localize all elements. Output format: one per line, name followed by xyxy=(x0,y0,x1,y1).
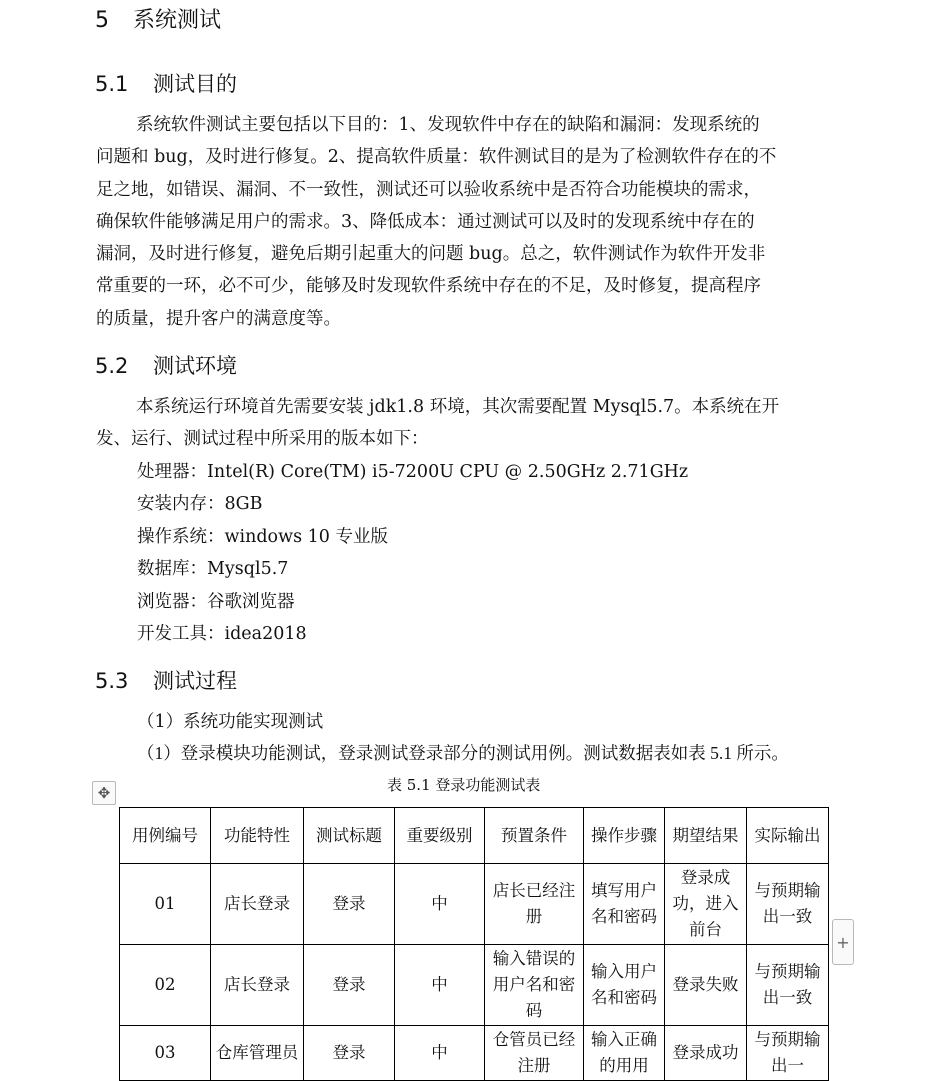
chapter-number: 5 xyxy=(95,8,109,33)
table-caption: 表 5.1 登录功能测试表 xyxy=(387,776,541,794)
table-cell: 登录成功，进入前台 xyxy=(665,864,747,945)
header-cell: 重要级别 xyxy=(395,808,485,864)
env-os: 操作系统：windows 10 专业版 xyxy=(137,527,388,547)
header-cell: 期望结果 xyxy=(665,808,747,864)
table-cell: 与预期输出一致 xyxy=(747,864,829,945)
header-cell: 用例编号 xyxy=(120,808,211,864)
header-cell: 操作步骤 xyxy=(584,808,665,864)
section-number: 5.2 xyxy=(95,354,129,378)
paragraph-line: 系统软件测试主要包括以下目的：1、发现软件中存在的缺陷和漏洞：发现系统的 xyxy=(136,115,760,135)
env-ide: 开发工具：idea2018 xyxy=(137,624,307,644)
section-number: 5.1 xyxy=(95,72,129,96)
table-cell: 仓管员已经注册 xyxy=(485,1026,584,1081)
table-cell: 登录 xyxy=(304,864,395,945)
chapter-heading xyxy=(95,3,221,34)
env-database: 数据库：Mysql5.7 xyxy=(137,559,289,579)
table-cell: 仓库管理员 xyxy=(211,1026,304,1081)
table-cell: 01 xyxy=(120,864,211,945)
paragraph-line: 漏洞，及时进行修复，避免后期引起重大的问题 bug。总之，软件测试作为软件开发非 xyxy=(96,244,766,265)
add-row-plus-icon[interactable]: + xyxy=(832,919,854,965)
table-cell: 中 xyxy=(395,1026,485,1081)
section-heading-5-1 xyxy=(95,68,237,98)
table-cell: 02 xyxy=(120,945,211,1026)
env-cpu: 处理器：Intel(R) Core(TM) i5-7200U CPU @ 2.50GHz 2.71GHz xyxy=(137,462,689,482)
table-cell: 中 xyxy=(395,945,485,1026)
table-cell: 店长已经注册 xyxy=(485,864,584,945)
section-heading-5-2 xyxy=(95,350,237,380)
header-cell: 功能特性 xyxy=(211,808,304,864)
table-cell: 填写用户名和密码 xyxy=(584,864,665,945)
table-header-row xyxy=(120,808,829,864)
table-cell: 与预期输出一致 xyxy=(747,945,829,1026)
section-heading-5-3 xyxy=(95,665,237,695)
table-cell: 03 xyxy=(120,1026,211,1081)
table-cell: 输入用户名和密码 xyxy=(584,945,665,1026)
table-row xyxy=(120,1026,829,1081)
paragraph-line: 问题和 bug，及时进行修复。2、提高软件质量：软件测试目的是为了检测软件存在的不 xyxy=(96,147,777,168)
env-browser: 浏览器：谷歌浏览器 xyxy=(137,592,295,612)
paragraph-line: 本系统运行环境首先需要安装 jdk1.8 环境，其次需要配置 Mysql5.7。本系统在开 xyxy=(136,397,780,417)
paragraph-line: 发、运行、测试过程中所采用的版本如下： xyxy=(96,429,429,450)
table-row xyxy=(120,945,829,1026)
section-title: 测试环境 xyxy=(153,354,237,378)
table-cell: 登录 xyxy=(304,1026,395,1081)
section-number: 5.3 xyxy=(95,669,129,693)
table-cell: 登录失败 xyxy=(665,945,747,1026)
chapter-title: 系统测试 xyxy=(133,8,222,33)
paragraph-test-environment xyxy=(96,391,856,456)
table-cell: 登录成功 xyxy=(665,1026,747,1081)
section-title: 测试过程 xyxy=(153,669,237,693)
login-test-table xyxy=(119,807,829,1081)
subsection-line: （1）系统功能实现测试 xyxy=(137,712,324,732)
section-title: 测试目的 xyxy=(153,72,237,96)
table-move-handle-icon[interactable]: ✥ xyxy=(92,781,116,805)
header-cell: 实际输出 xyxy=(747,808,829,864)
header-cell: 预置条件 xyxy=(485,808,584,864)
table-cell: 店长登录 xyxy=(211,864,304,945)
paragraph-line: 确保软件能够满足用户的需求。3、降低成本：通过测试可以及时的发现系统中存在的 xyxy=(96,211,755,232)
subsection-line: （1）登录模块功能测试，登录测试登录部分的测试用例。测试数据表如表 5.1 所示。 xyxy=(137,743,789,763)
table-row xyxy=(120,864,829,945)
table-cell: 输入正确的用用 xyxy=(584,1026,665,1081)
header-cell: 测试标题 xyxy=(304,808,395,864)
paragraph-line: 的质量，提升客户的满意度等。 xyxy=(96,308,341,329)
table-cell: 登录 xyxy=(304,945,395,1026)
env-memory: 安装内存：8GB xyxy=(137,494,263,514)
paragraph-line: 常重要的一环，必不可少，能够及时发现软件系统中存在的不足，及时修复，提高程序 xyxy=(96,276,761,297)
paragraph-test-purpose xyxy=(96,109,856,335)
paragraph-line: 足之地，如错误、漏洞、不一致性，测试还可以验收系统中是否符合功能模块的需求， xyxy=(96,179,761,200)
table-cell: 中 xyxy=(395,864,485,945)
table-cell: 输入错误的用户名和密码 xyxy=(485,945,584,1026)
table-cell: 与预期输出一 xyxy=(747,1026,829,1081)
table-cell: 店长登录 xyxy=(211,945,304,1026)
